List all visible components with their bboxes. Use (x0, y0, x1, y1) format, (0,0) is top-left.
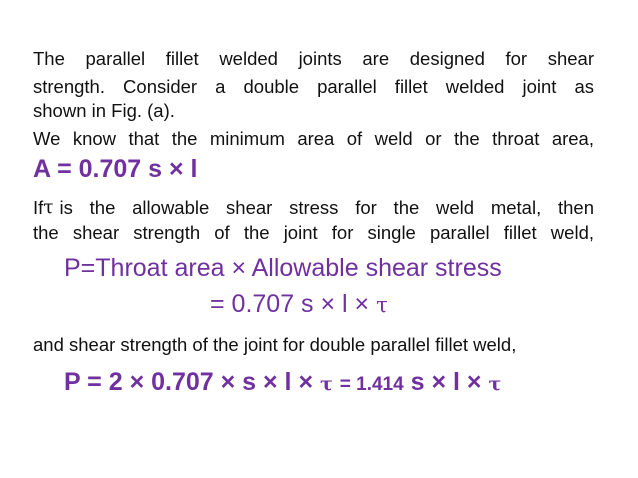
double-formula-tau-2: τ (488, 373, 502, 395)
single-formula-tau: τ (376, 293, 388, 317)
tau-symbol: τ (43, 197, 54, 218)
double-intro: and shear strength of the joint for double parallel fillet weld, (33, 334, 517, 355)
area-formula: A = 0.707 s × l (33, 155, 198, 183)
double-formula-part-3: s × l × (410, 368, 482, 396)
intro-line-1: The parallel fillet welded joints are designed for shear (33, 48, 594, 69)
shear-stress-line-1-rest: is the allowable shear stress for the weld metal, then (59, 197, 594, 218)
if-word: If (33, 197, 44, 218)
single-formula-expression: = 0.707 s × l × (210, 290, 370, 318)
throat-intro: We know that the minimum area of weld or the throat area, (33, 128, 594, 149)
intro-line-2: strength. Consider a double parallel fillet welded joint as (33, 76, 594, 97)
double-formula-part-1: P = 2 × 0.707 × s × l × (64, 368, 314, 396)
intro-line-3: shown in Fig. (a). (33, 100, 175, 121)
shear-stress-line-1 (33, 196, 594, 219)
shear-stress-line-2: the shear strength of the joint for single parallel fillet weld, (33, 222, 594, 243)
single-formula-line-2 (210, 290, 388, 319)
single-formula-line-1: P=Throat area × Allowable shear stress (64, 254, 502, 282)
double-formula (64, 368, 501, 397)
double-formula-tau-1: τ (320, 373, 333, 395)
double-formula-result: = 1.414 (339, 374, 404, 395)
